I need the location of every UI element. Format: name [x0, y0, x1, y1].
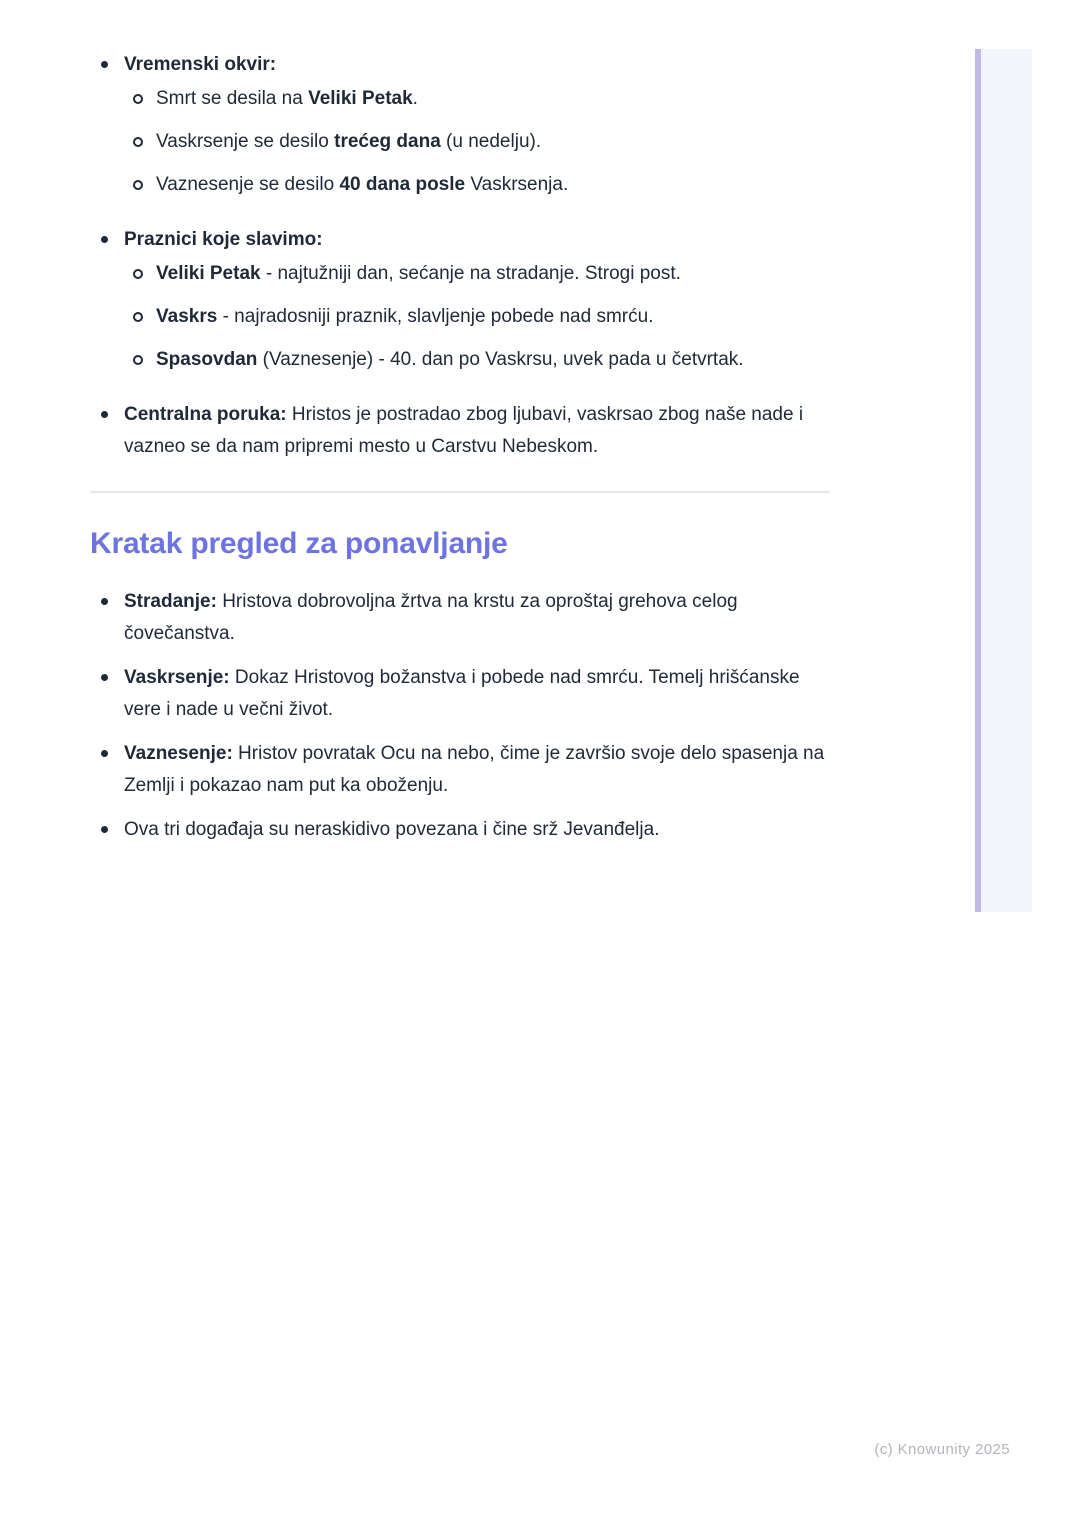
text-segment: (u nedelju). [440, 131, 542, 152]
list-item [124, 301, 830, 333]
list-item-title: Praznici koje slavimo: [124, 229, 323, 250]
bullet-icon [101, 236, 108, 243]
section-heading: Kratak pregled za ponavljanje [90, 527, 508, 560]
bullet-icon [101, 674, 108, 681]
bullet-icon [101, 411, 108, 418]
notes-content [90, 49, 830, 846]
text-segment-bold: trećeg dana [334, 131, 441, 152]
circle-bullet-icon [133, 269, 143, 279]
list-item [124, 83, 830, 115]
text-segment: Vaznesenje se desilo [156, 174, 340, 195]
text-segment: (Vaznesenje) - 40. dan po Vaskrsu, uvek pada u četvrtak. [257, 349, 744, 370]
text-segment-bold: Vaskrs [156, 306, 218, 327]
section-divider [90, 491, 830, 493]
notes-list [90, 49, 830, 463]
text-segment: Hristos je postradao zbog ljubavi, vaskrsao zbog naše nade i vazneo se da nam pripremi mesto u Carstvu Nebeskom. [124, 404, 804, 457]
bullet-icon [101, 598, 108, 605]
text-segment: Dokaz Hristovog božanstva i pobede nad smrću. Temelj hrišćanske vere i nade u večni život. [124, 667, 800, 720]
copyright-text: (c) Knowunity 2025 [874, 1441, 1010, 1458]
text-segment: Smrt se desila na [156, 88, 309, 109]
list-item [124, 258, 830, 290]
next-page-preview [975, 49, 1032, 912]
text-segment: - najtužniji dan, sećanje na stradanje. Strogi post. [260, 263, 681, 284]
list-item [124, 126, 830, 158]
list-item [124, 169, 830, 201]
text-segment-bold: Vaskrsenje: [124, 667, 230, 688]
list-item-title: Vremenski okvir: [124, 54, 277, 75]
list-item-centralna-poruka [90, 399, 830, 463]
text-segment-bold: Stradanje: [124, 591, 217, 612]
text-segment: - najradosniji praznik, slavljenje pobede nad smrću. [217, 306, 654, 327]
text-segment-bold: Vaznesenje: [124, 743, 233, 764]
list-item-praznici [90, 224, 830, 376]
circle-bullet-icon [133, 355, 143, 365]
text-segment: Hristov povratak Ocu na nebo, čime je završio svoje delo spasenja na Zemlji i pokazao nam put ka oboženju. [124, 743, 825, 796]
text-segment: Ova tri događaja su neraskidivo povezana i čine srž Jevanđelja. [124, 819, 660, 840]
text-segment-bold: Veliki Petak [308, 88, 413, 109]
text-segment: . [412, 88, 418, 109]
circle-bullet-icon [133, 94, 143, 104]
list-item-stradanje [90, 586, 830, 650]
sublist-praznici [124, 258, 830, 376]
list-item-vaskrsenje [90, 662, 830, 726]
bullet-icon [101, 61, 108, 68]
list-item-vaznesenje [90, 738, 830, 802]
text-segment-bold: Spasovdan [156, 349, 258, 370]
text-segment-bold: 40 dana posle [339, 174, 466, 195]
text-segment-bold: Veliki Petak [156, 263, 261, 284]
text-segment: Hristova dobrovoljna žrtva na krstu za oproštaj grehova celog čovečanstva. [124, 591, 738, 644]
list-item-ova-tri [90, 814, 830, 846]
text-segment: Vaskrsenje se desilo [156, 131, 335, 152]
text-segment-bold: Centralna poruka: [124, 404, 287, 425]
circle-bullet-icon [133, 137, 143, 147]
bullet-icon [101, 750, 108, 757]
sublist-vremenski-okvir [124, 83, 830, 201]
list-item [124, 344, 830, 376]
text-segment: Vaskrsenja. [465, 174, 569, 195]
circle-bullet-icon [133, 312, 143, 322]
list-item-vremenski-okvir [90, 49, 830, 201]
circle-bullet-icon [133, 180, 143, 190]
review-list [90, 586, 830, 846]
bullet-icon [101, 826, 108, 833]
